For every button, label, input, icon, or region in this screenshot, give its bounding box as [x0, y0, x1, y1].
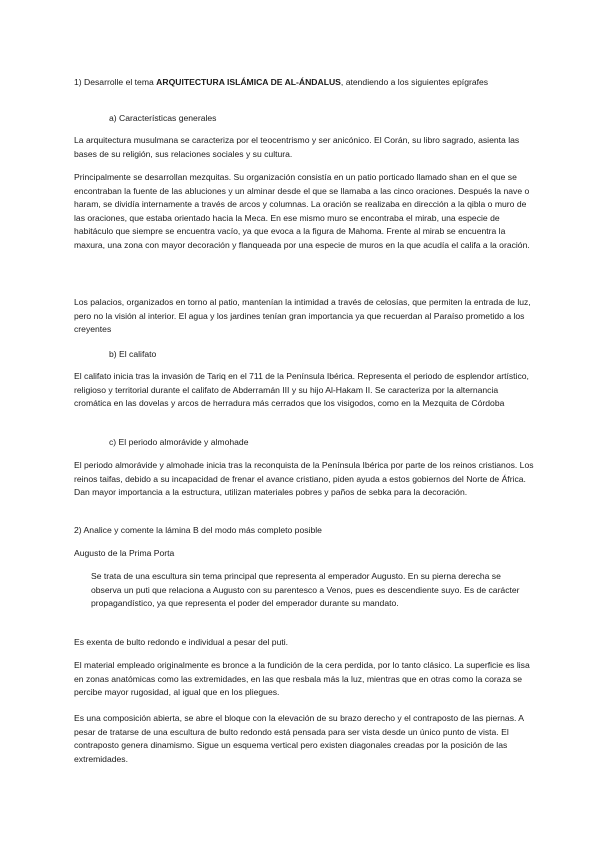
- question-1-prefix: 1) Desarrolle el tema: [74, 77, 157, 87]
- section-a-paragraph-2: Principalmente se desarrollan mezquitas. Su organización consistía en un patio porticado llamado shan en el que se encontraban la fuente de las abluciones y un alminar desde el que se llamaba a las cinco oraciones. Después la nave o haram, se dividía internamente a través de arcos y columnas. La oración se realizaba en dirección a la qibla o muro de las oraciones, que estaba orientado hacia la Meca. En ese mismo muro se encontraba el mirab, una especie de habitáculo que siempre se encuentra vacío, ya que evoca a la figura de Mahoma. Frente al mirab se encuentra la maxura, una zona con mayor decoración y flanqueada por una especie de muros en la que acudía el califa a la oración.: [74, 172, 530, 250]
- question-2-paragraph-3: El material empleado originalmente es bronce a la fundición de la cera perdida, por lo tanto clásico. La superficie es lisa en zonas anatómicas como las extremidades, en las que resbala más la luz, mientras que en otras como la coraza se percibe mayor rugosidad, al igual que en los pliegues.: [74, 660, 530, 698]
- section-a-paragraph-3: Los palacios, organizados en torno al patio, mantenían la intimidad a través de celosías, que permiten la entrada de luz, pero no la visión al interior. El agua y los jardines tenían gran importancia ya que recuerdan al Paraíso prometido a los creyentes: [74, 297, 531, 335]
- question-2-paragraph-1: Se trata de una escultura sin tema principal que representa al emperador Augusto. En su pierna derecha se observa un puti que relaciona a Augusto con su parentesco a Venos, pues es descendiente suyo. Es de carácter propagandístico, ya que representa el poder del emperador durante su mandato.: [91, 571, 520, 609]
- section-c-paragraph-1: El periodo almorávide y almohade inicia tras la reconquista de la Península Ibérica por parte de los reinos cristianos. Los reinos taifas, debido a su incapacidad de frenar el avance cristiano, piden ayuda a estos gobiernos del Norte de África. Dan mayor importancia a la estructura, utilizan materiales pobres y paños de sebka para la decoración.: [74, 460, 534, 498]
- question-1-suffix: , atendiendo a los siguientes epígrafes: [340, 77, 489, 87]
- question-2-heading: 2) Analice y comente la lámina B del modo más completo posible: [74, 525, 322, 535]
- question-1-topic: ARQUITECTURA ISLÁMICA DE AL-ÁNDALUS: [156, 77, 341, 87]
- section-c-heading: c) El periodo almorávide y almohade: [109, 437, 249, 447]
- section-b-paragraph-1: El califato inicia tras la invasión de Tariq en el 711 de la Península Ibérica. Representa el periodo de esplendor artístico, religioso y territorial durante el califato de Abderramán III y su hijo Al-Hakam II. Se caracteriza por la alternancia cromática en las dovelas y arcos de herradura más cerrados que los visigodos, como en la Mezquita de Córdoba: [74, 371, 529, 409]
- question-2-paragraph-4: Es una composición abierta, se abre el bloque con la elevación de su brazo derecho y el contraposto de las piernas. A pesar de tratarse de una escultura de bulto redondo está pensada para ser vista desde un único punto de vista. El contraposto genera dinamismo. Sigue un esquema vertical pero existen diagonales creadas por la posición de las extremidades.: [74, 713, 524, 764]
- section-a-heading: a) Características generales: [109, 113, 217, 123]
- section-a-paragraph-1: La arquitectura musulmana se caracteriza por el teocentrismo y ser anicónico. El Corán, su libro sagrado, asienta las bases de su religión, sus relaciones sociales y su cultura.: [74, 135, 520, 159]
- section-b-heading: b) El califato: [109, 349, 157, 359]
- question-2-subtitle: Augusto de la Prima Porta: [74, 548, 175, 558]
- question-1-heading: [74, 76, 534, 90]
- question-2-paragraph-2: Es exenta de bulto redondo e individual a pesar del puti.: [74, 637, 289, 647]
